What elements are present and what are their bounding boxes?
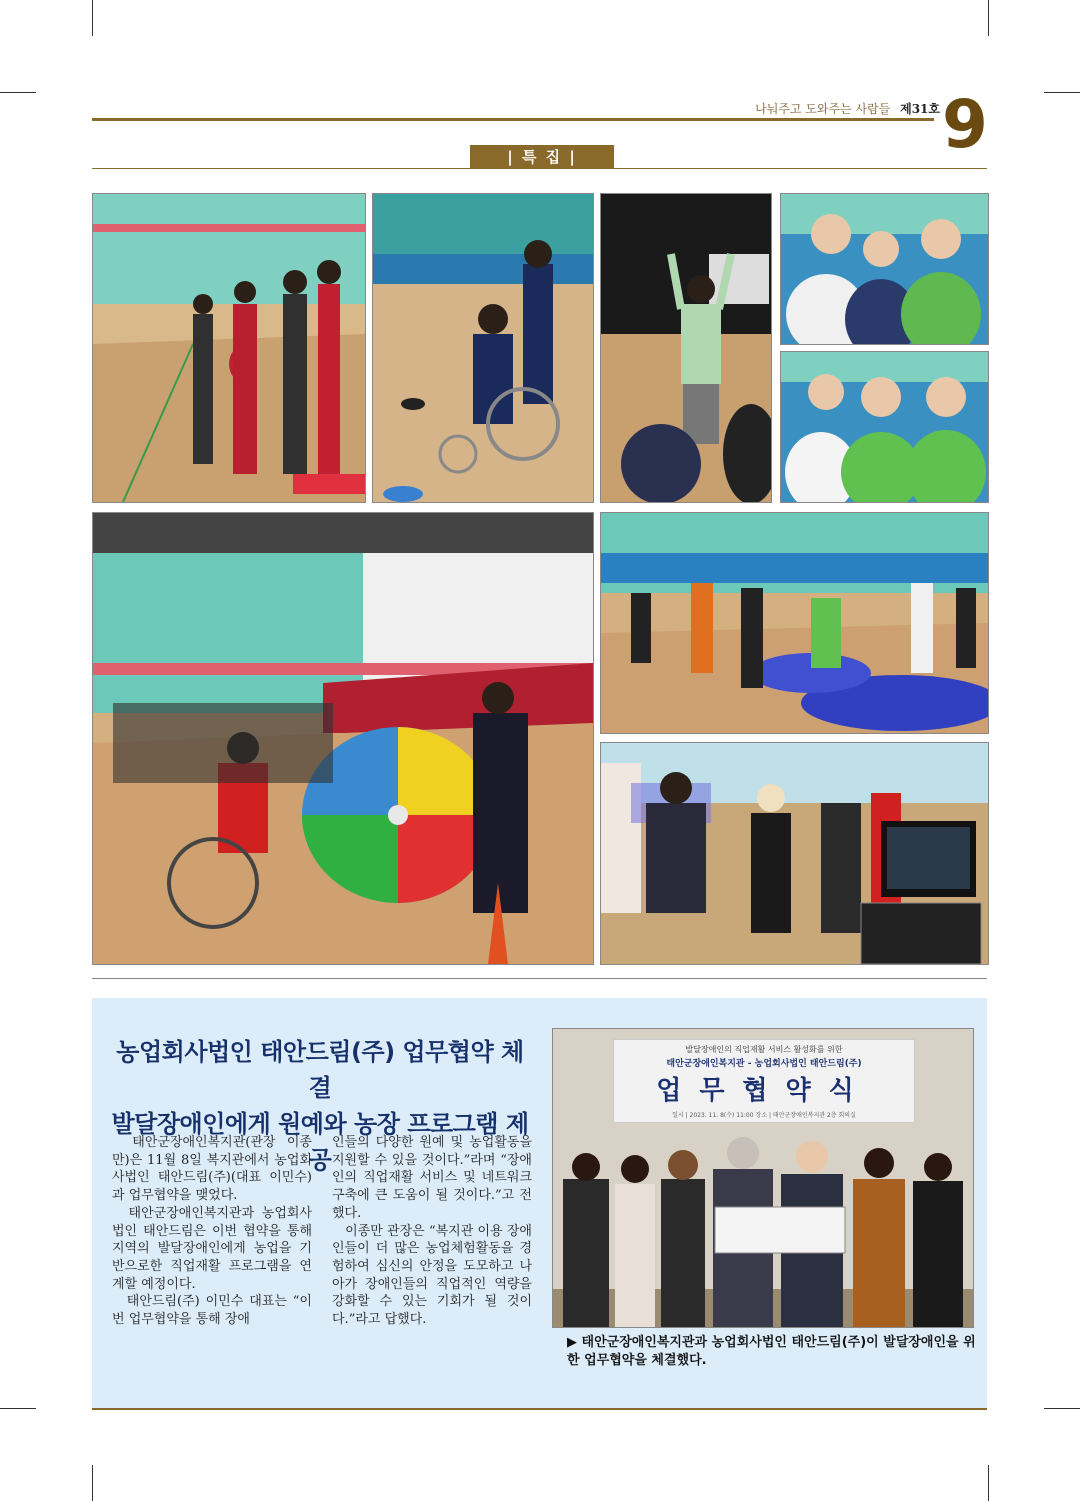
issue-number: 제31호 bbox=[900, 102, 940, 116]
crop-mark bbox=[0, 92, 36, 93]
photo-cheering bbox=[600, 193, 772, 503]
banner-meta: 일시 | 2023. 11. 8(수) 11:00 장소 | 태안군장애인복지관 2층 회의실 bbox=[672, 1112, 856, 1119]
crop-mark bbox=[92, 0, 93, 36]
ceremony-banner bbox=[613, 1039, 915, 1123]
running-header bbox=[700, 100, 940, 117]
running-title: 나눠주고 도와주는 사람들 bbox=[755, 102, 891, 116]
header-rule bbox=[92, 118, 934, 121]
banner-title: 업무협약식 bbox=[656, 1076, 872, 1106]
crop-mark bbox=[988, 1465, 989, 1501]
headline-line-2: 발달장애인에게 원예와 농장 프로그램 제공 bbox=[111, 1110, 529, 1174]
photo-signing-ceremony bbox=[552, 1028, 974, 1328]
photo-balloons bbox=[600, 512, 989, 734]
header-rule-thin bbox=[92, 168, 987, 169]
crop-mark bbox=[1044, 1408, 1080, 1409]
crop-mark bbox=[0, 1408, 36, 1409]
page-number: 9 bbox=[942, 86, 988, 163]
crop-mark bbox=[92, 1465, 93, 1501]
photo-women-top bbox=[780, 193, 989, 345]
crop-mark bbox=[1044, 92, 1080, 93]
photo-microphone bbox=[600, 742, 989, 965]
photo-queue bbox=[92, 193, 366, 503]
footer-rule bbox=[92, 1408, 987, 1410]
photo-beach-ball bbox=[92, 512, 594, 965]
section-divider bbox=[92, 978, 987, 979]
banner-subtitle: 발달장애인의 직업재활 서비스 활성화를 위한 bbox=[685, 1045, 843, 1054]
photo-wheelchair bbox=[372, 193, 594, 503]
crop-mark bbox=[988, 0, 989, 36]
article-column-2: 인들의 다양한 원예 및 농업활동을 지원할 수 있을 것이다.”라며 “장애인의 직업재활 서비스 및 네트워크 구축에 큰 도움이 될 것이다.”고 전했다. 이종만 관장은 “복지관 이용 장애인들이 더 많은 농업체험활동을 경험하여 심신의 안정을 도모하고 나아가 장애인들의 직업적인 역량을 강화할 수 있는 기회가 될 것이다.”라고 답했다. bbox=[332, 1135, 532, 1328]
section-tag: | 특 집 | bbox=[470, 145, 614, 169]
banner-organizations: 태안군장애인복지관 - 농업회사법인 태안드림(주) bbox=[666, 1059, 862, 1069]
photo-women-bottom bbox=[780, 351, 989, 503]
photo-caption: ▶ 태안군장애인복지관과 농업회사법인 태안드림(주)이 발달장애인을 위한 업무협약을 체결했다. bbox=[567, 1335, 976, 1368]
headline-line-1: 농업회사법인 태안드림(주) 업무협약 체결 bbox=[116, 1038, 524, 1102]
article-column-1: 태안군장애인복지관(관장 이종만)은 11월 8일 복지관에서 농업회사법인 태안드림(주)(대표 이민수)과 업무협약을 맺었다. 태안군장애인복지관과 농업회사법인 태안드림은 이번 협약을 통해 지역의 발달장애인에게 농업을 기반으로한 직업재활 프로그램을 연계할 예정이다. 태안드림(주) 이민수 대표는 “이번 업무협약을 통해 장애 bbox=[112, 1135, 312, 1328]
